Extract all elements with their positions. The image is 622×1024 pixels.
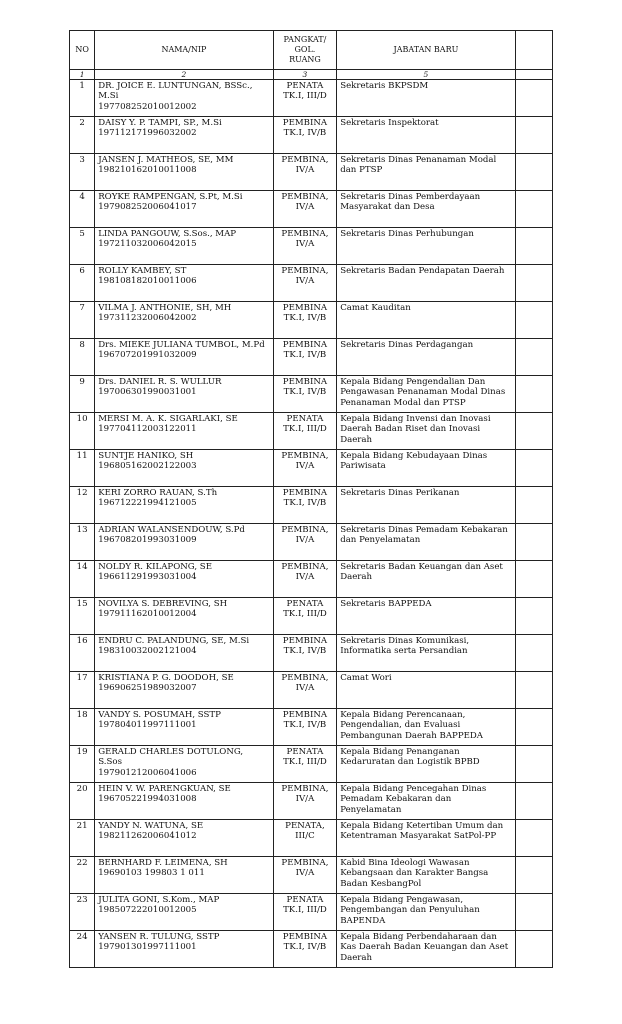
name-nip-line: LINDA PANGOUW, S.Sos., MAP [98, 229, 237, 239]
table-row [70, 191, 553, 228]
name-nip-line: 197704112003122011 [98, 424, 197, 435]
row-number: 24 [70, 931, 95, 968]
blank-cell [515, 857, 552, 894]
rank-line: IV/A [295, 165, 315, 176]
row-number: 13 [70, 524, 95, 561]
rank-cell [273, 228, 337, 265]
name-nip-line: 197211032006042015 [98, 239, 197, 250]
name-nip-line: 197112171996032002 [98, 128, 197, 139]
blank-cell [515, 598, 552, 635]
name-nip-line: ROLLY KAMBEY, ST [98, 266, 187, 276]
rank-line: TK.I, IV/B [283, 720, 327, 731]
rank-line: TK.I, IV/B [283, 350, 327, 361]
new-position-cell: Sekretaris Badan Keuangan dan Aset Daerah [337, 561, 515, 598]
rank-cell [273, 265, 337, 302]
name-nip-line: 196707201991032009 [98, 350, 197, 361]
row-number: 9 [70, 376, 95, 413]
row-number: 15 [70, 598, 95, 635]
row-number: 20 [70, 783, 95, 820]
rank-cell [273, 117, 337, 154]
name-nip-line: 198310032002121004 [98, 646, 197, 657]
name-nip-cell [95, 783, 273, 820]
table-header-row [70, 31, 553, 70]
new-position-cell: Kabid Bina Ideologi Wawasan Kebangsaan dan Karakter Bangsa Badan KesbangPol [337, 857, 515, 894]
new-position-cell: Sekretaris BAPPEDA [337, 598, 515, 635]
rank-cell [273, 487, 337, 524]
rank-cell [273, 746, 337, 783]
rank-line: TK.I, III/D [283, 424, 327, 435]
blank-cell [515, 894, 552, 931]
index-cell: 5 [337, 70, 515, 80]
name-nip-line: 196906251989032007 [98, 683, 197, 694]
row-number: 5 [70, 228, 95, 265]
rank-line: IV/A [295, 202, 315, 213]
rank-line: TK.I, IV/B [283, 942, 327, 953]
blank-cell [515, 746, 552, 783]
name-nip-line: YANDY N. WATUNA, SE [98, 821, 204, 831]
name-nip-cell [95, 191, 273, 228]
table-row [70, 894, 553, 931]
name-nip-line: 196611291993031004 [98, 572, 197, 583]
table-row [70, 154, 553, 191]
table-row [70, 339, 553, 376]
rank-line: TK.I, III/D [283, 91, 327, 102]
table-row [70, 561, 553, 598]
table-row [70, 524, 553, 561]
new-position-cell: Sekretaris Dinas Perhubungan [337, 228, 515, 265]
rank-line: PEMBINA [282, 303, 328, 313]
rank-line: PEMBINA, [281, 562, 329, 572]
rank-cell [273, 598, 337, 635]
name-nip-cell [95, 302, 273, 339]
name-nip-cell [95, 746, 273, 783]
rank-line: III/C [295, 831, 315, 842]
table-row [70, 228, 553, 265]
blank-cell [515, 783, 552, 820]
name-nip-line: 197908252006041017 [98, 202, 197, 213]
blank-cell [515, 302, 552, 339]
new-position-cell: Sekretaris Dinas Pemberdayaan Masyarakat dan Desa [337, 191, 515, 228]
name-nip-line: ENDRU C. PALANDUNG, SE, M.Si [98, 636, 250, 646]
name-nip-line: 198108182010011006 [98, 276, 197, 287]
name-nip-line: NOVILYA S. DEBREVING, SH [98, 599, 228, 609]
blank-cell [515, 376, 552, 413]
table-row [70, 672, 553, 709]
rank-cell [273, 709, 337, 746]
new-position-cell: Sekretaris Inspektorat [337, 117, 515, 154]
header-rank [273, 31, 337, 70]
table-row [70, 117, 553, 154]
rank-line: PEMBINA [282, 932, 328, 942]
name-nip-line: DR. JOICE E. LUNTUNGAN, BSSc., [98, 81, 253, 91]
name-nip-line: 197311232006042002 [98, 313, 197, 324]
name-nip-line: 196805162002122003 [98, 461, 197, 472]
name-nip-cell [95, 487, 273, 524]
table-row [70, 450, 553, 487]
row-number: 16 [70, 635, 95, 672]
rank-line: PEMBINA [282, 377, 328, 387]
new-position-cell: Camat Kauditan [337, 302, 515, 339]
name-nip-line: 197901301997111001 [98, 942, 197, 953]
name-nip-cell [95, 598, 273, 635]
row-number: 1 [70, 80, 95, 117]
blank-cell [515, 154, 552, 191]
name-nip-cell [95, 80, 273, 117]
rank-line: PEMBINA, [281, 155, 329, 165]
table-row [70, 265, 553, 302]
rank-cell [273, 80, 337, 117]
rank-line: TK.I, III/D [283, 905, 327, 916]
header-blank [515, 31, 552, 70]
row-number: 14 [70, 561, 95, 598]
name-nip-line: 198211262006041012 [98, 831, 197, 842]
table-row [70, 598, 553, 635]
name-nip-line: YANSEN R. TULUNG, SSTP [98, 932, 220, 942]
rank-cell [273, 635, 337, 672]
index-cell [515, 70, 552, 80]
rank-line: TK.I, III/D [283, 757, 327, 768]
rank-line: IV/A [295, 794, 315, 805]
name-nip-cell [95, 709, 273, 746]
row-number: 10 [70, 413, 95, 450]
blank-cell [515, 413, 552, 450]
rank-line: PENATA, [285, 821, 325, 831]
index-cell: 1 [70, 70, 95, 80]
table-row [70, 80, 553, 117]
table-row [70, 376, 553, 413]
row-number: 6 [70, 265, 95, 302]
name-nip-cell [95, 857, 273, 894]
blank-cell [515, 635, 552, 672]
new-position-cell: Sekretaris Dinas Komunikasi, Informatika serta Persandian [337, 635, 515, 672]
new-position-cell: Sekretaris Dinas Perikanan [337, 487, 515, 524]
personnel-table [69, 30, 553, 968]
row-number: 4 [70, 191, 95, 228]
rank-line: PEMBINA [282, 118, 328, 128]
header-name: NAMA/NIP [95, 31, 273, 70]
new-position-cell: Kepala Bidang Kebudayaan Dinas Pariwisata [337, 450, 515, 487]
name-nip-line: 196705221994031008 [98, 794, 197, 805]
rank-line: IV/A [295, 683, 315, 694]
rank-line: PEMBINA, [281, 784, 329, 794]
header-rank-line: RUANG [289, 54, 321, 64]
rank-line: PEMBINA, [281, 192, 329, 202]
rank-line: TK.I, III/D [283, 609, 327, 620]
rank-line: IV/A [295, 239, 315, 250]
document-page [69, 30, 553, 968]
name-nip-cell [95, 265, 273, 302]
row-number: 21 [70, 820, 95, 857]
table-body [70, 31, 553, 968]
table-row [70, 931, 553, 968]
row-number: 17 [70, 672, 95, 709]
rank-line: IV/A [295, 276, 315, 287]
blank-cell [515, 228, 552, 265]
index-cell: 3 [273, 70, 337, 80]
name-nip-line: 198210162010011008 [98, 165, 197, 176]
rank-cell [273, 561, 337, 598]
row-number: 12 [70, 487, 95, 524]
name-nip-line: JULITA GONI, S.Kom., MAP [98, 895, 220, 905]
column-index-row [70, 70, 553, 80]
name-nip-line: BERNHARD F. LEIMENA, SH [98, 858, 228, 868]
rank-cell [273, 450, 337, 487]
index-cell: 2 [95, 70, 273, 80]
row-number: 22 [70, 857, 95, 894]
header-rank-line: GOL. [294, 45, 316, 55]
rank-cell [273, 857, 337, 894]
rank-line: IV/A [295, 868, 315, 879]
name-nip-cell [95, 450, 273, 487]
rank-cell [273, 524, 337, 561]
name-nip-line: 197708252010012002 [98, 101, 197, 112]
row-number: 7 [70, 302, 95, 339]
rank-cell [273, 191, 337, 228]
name-nip-line: S.Sos [98, 757, 122, 768]
rank-line: PEMBINA [282, 710, 328, 720]
name-nip-line: MERSI M. A. K. SIGARLAKI, SE [98, 414, 238, 424]
rank-line: TK.I, IV/B [283, 387, 327, 398]
row-number: 23 [70, 894, 95, 931]
name-nip-cell [95, 376, 273, 413]
new-position-cell: Kepala Bidang Pencegahan Dinas Pemadam Kebakaran dan Penyelamatan [337, 783, 515, 820]
blank-cell [515, 487, 552, 524]
name-nip-line: NOLDY R. KILAPONG, SE [98, 562, 212, 572]
rank-line: PEMBINA, [281, 858, 329, 868]
name-nip-line: GERALD CHARLES DOTULONG, [98, 747, 244, 757]
new-position-cell: Sekretaris Dinas Penanaman Modal dan PTSP [337, 154, 515, 191]
blank-cell [515, 672, 552, 709]
rank-cell [273, 783, 337, 820]
name-nip-cell [95, 820, 273, 857]
name-nip-cell [95, 413, 273, 450]
rank-cell [273, 894, 337, 931]
row-number: 2 [70, 117, 95, 154]
new-position-cell: Sekretaris BKPSDM [337, 80, 515, 117]
rank-line: PEMBINA, [281, 451, 329, 461]
rank-cell [273, 672, 337, 709]
header-rank-line: PANGKAT/ [283, 35, 327, 45]
name-nip-cell [95, 339, 273, 376]
name-nip-cell [95, 524, 273, 561]
name-nip-cell [95, 154, 273, 191]
header-no: NO [70, 31, 95, 70]
name-nip-cell [95, 117, 273, 154]
blank-cell [515, 561, 552, 598]
name-nip-cell [95, 931, 273, 968]
rank-line: PENATA [286, 81, 324, 91]
table-row [70, 857, 553, 894]
rank-cell [273, 413, 337, 450]
table-row [70, 413, 553, 450]
row-number: 18 [70, 709, 95, 746]
new-position-cell: Kepala Bidang Pengawasan, Pengembangan dan Penyuluhan BAPENDA [337, 894, 515, 931]
name-nip-line: 197901212006041006 [98, 767, 197, 778]
name-nip-line: HEIN V. W. PARENGKUAN, SE [98, 784, 231, 794]
rank-cell [273, 376, 337, 413]
new-position-cell: Kepala Bidang Perencanaan, Pengendalian, dan Evaluasi Pembangunan Daerah BAPPEDA [337, 709, 515, 746]
new-position-cell: Camat Wori [337, 672, 515, 709]
name-nip-line: 197911162010012004 [98, 609, 197, 620]
name-nip-line: VANDY S. POSUMAH, SSTP [98, 710, 221, 720]
blank-cell [515, 450, 552, 487]
row-number: 11 [70, 450, 95, 487]
blank-cell [515, 339, 552, 376]
rank-cell [273, 302, 337, 339]
rank-line: TK.I, IV/B [283, 313, 327, 324]
name-nip-line: Drs. DANIEL R. S. WULLUR [98, 377, 222, 387]
name-nip-line: DAISY Y. P. TAMPI, SP., M.Si [98, 118, 222, 128]
rank-line: PEMBINA, [281, 266, 329, 276]
name-nip-cell [95, 894, 273, 931]
name-nip-cell [95, 228, 273, 265]
name-nip-line: KERI ZORRO RAUAN, S.Th [98, 488, 218, 498]
name-nip-line: Drs. MIEKE JULIANA TUMBOL, M.Pd [98, 340, 265, 350]
blank-cell [515, 265, 552, 302]
name-nip-line: ROYKE RAMPENGAN, S.Pt, M.Si [98, 192, 243, 202]
header-job: JABATAN BARU [337, 31, 515, 70]
name-nip-line: M.Si [98, 91, 119, 102]
row-number: 8 [70, 339, 95, 376]
name-nip-line: 19690103 199803 1 011 [98, 868, 205, 879]
table-row [70, 746, 553, 783]
new-position-cell: Kepala Bidang Invensi dan Inovasi Daerah Badan Riset dan Inovasi Daerah [337, 413, 515, 450]
table-row [70, 487, 553, 524]
name-nip-line: 197006301990031001 [98, 387, 197, 398]
rank-cell [273, 931, 337, 968]
name-nip-line: SUNTJE HANIKO, SH [98, 451, 194, 461]
blank-cell [515, 80, 552, 117]
table-row [70, 635, 553, 672]
blank-cell [515, 117, 552, 154]
name-nip-line: 196712221994121005 [98, 498, 197, 509]
name-nip-cell [95, 561, 273, 598]
rank-line: PEMBINA [282, 636, 328, 646]
new-position-cell: Sekretaris Dinas Perdagangan [337, 339, 515, 376]
blank-cell [515, 709, 552, 746]
name-nip-cell [95, 635, 273, 672]
name-nip-line: 197804011997111001 [98, 720, 197, 731]
new-position-cell: Kepala Bidang Penanganan Kedaruratan dan Logistik BPBD [337, 746, 515, 783]
blank-cell [515, 191, 552, 228]
blank-cell [515, 820, 552, 857]
rank-line: PENATA [286, 414, 324, 424]
table-row [70, 820, 553, 857]
name-nip-line: 198507222010012005 [98, 905, 197, 916]
rank-cell [273, 154, 337, 191]
table-row [70, 709, 553, 746]
rank-line: PEMBINA, [281, 673, 329, 683]
new-position-cell: Kepala Bidang Ketertiban Umum dan Ketentraman Masyarakat SatPol-PP [337, 820, 515, 857]
blank-cell [515, 524, 552, 561]
name-nip-line: KRISTIANA P. G. DOODOH, SE [98, 673, 234, 683]
name-nip-line: ADRIAN WALANSENDOUW, S.Pd [98, 525, 245, 535]
row-number: 3 [70, 154, 95, 191]
rank-line: PENATA [286, 895, 324, 905]
table-row [70, 302, 553, 339]
name-nip-line: VILMA J. ANTHONIE, SH, MH [98, 303, 232, 313]
new-position-cell: Kepala Bidang Pengendalian Dan Pengawasan Penanaman Modal Dinas Penanaman Modal dan PTSP [337, 376, 515, 413]
rank-line: IV/A [295, 535, 315, 546]
rank-line: PEMBINA [282, 340, 328, 350]
rank-cell [273, 339, 337, 376]
new-position-cell: Sekretaris Badan Pendapatan Daerah [337, 265, 515, 302]
name-nip-line: 196708201993031009 [98, 535, 197, 546]
rank-line: TK.I, IV/B [283, 646, 327, 657]
rank-line: PENATA [286, 747, 324, 757]
rank-line: PEMBINA [282, 488, 328, 498]
new-position-cell: Kepala Bidang Perbendaharaan dan Kas Daerah Badan Keuangan dan Aset Daerah [337, 931, 515, 968]
rank-line: IV/A [295, 461, 315, 472]
blank-cell [515, 931, 552, 968]
new-position-cell: Sekretaris Dinas Pemadam Kebakaran dan Penyelamatan [337, 524, 515, 561]
rank-line: TK.I, IV/B [283, 128, 327, 139]
name-nip-line: JANSEN J. MATHEOS, SE, MM [98, 155, 234, 165]
rank-cell [273, 820, 337, 857]
rank-line: PEMBINA, [281, 229, 329, 239]
rank-line: PENATA [286, 599, 324, 609]
row-number: 19 [70, 746, 95, 783]
rank-line: TK.I, IV/B [283, 498, 327, 509]
rank-line: PEMBINA, [281, 525, 329, 535]
rank-line: IV/A [295, 572, 315, 583]
name-nip-cell [95, 672, 273, 709]
table-row [70, 783, 553, 820]
